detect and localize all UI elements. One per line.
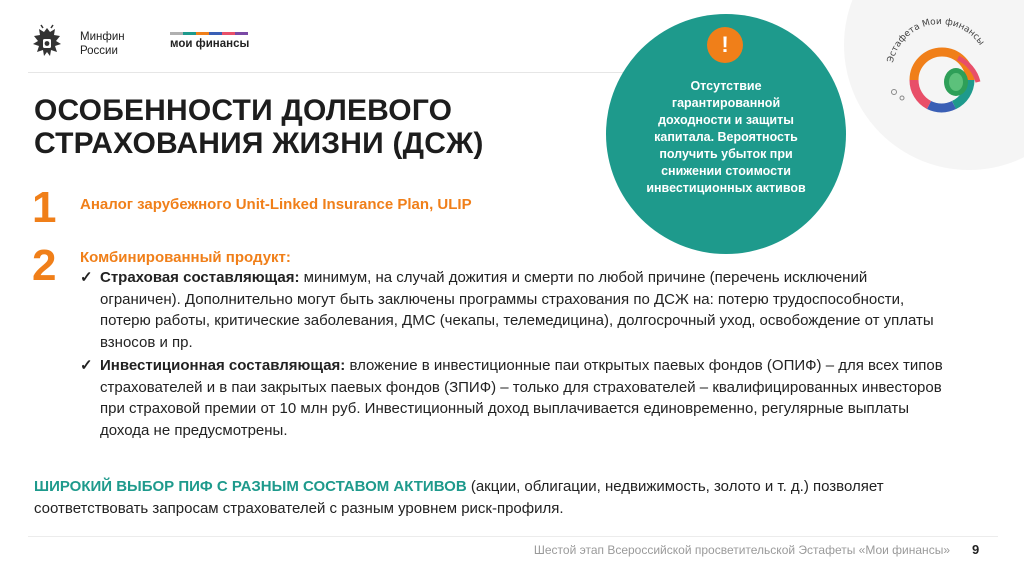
point-text-2: Комбинированный продукт: (80, 249, 291, 266)
exclamation-icon: ! (707, 27, 743, 63)
bottom-text: (акции, облигации, недвижимость, золото и т. д.) позволяет соответствовать запросам страхователей с разным уровнем риск-профиля. (34, 478, 884, 517)
point-number-2: 2 (32, 241, 57, 290)
footer-divider (28, 536, 998, 537)
ministry-name-line1: Минфин (80, 31, 125, 43)
bullet-body (100, 355, 950, 441)
relay-logo-icon (874, 10, 1004, 120)
header (0, 0, 1024, 72)
bottom-statement (34, 476, 974, 519)
brand-color-bar (170, 32, 248, 35)
page-title (34, 94, 484, 160)
relay-logo-text: Эстафета Мои финансы (885, 16, 986, 64)
bullet-insurance (80, 267, 950, 353)
warning-text: Отсутствие гарантированной доходности и защиты капитала. Вероятность получить убыток при снижении стоимости инвестиционных активов (646, 79, 806, 195)
bullet-investment (80, 355, 950, 441)
bullet-body (100, 267, 950, 353)
check-icon: ✓ (80, 269, 93, 286)
bullet-text: минимум, на случай дожития и смерти по любой причине (перечень исключений ограничен). Дополнительно могут быть заключены программы страхования по ДСЖ на: потерю трудоспособности, потерю работы, критические заболевания, ДМС (чекапы, телемедицина), долгосрочный уход, освобождение от уплаты взносов и пр. (100, 269, 934, 351)
ministry-name (80, 30, 125, 58)
bullet-text: вложение в инвестиционные паи открытых паевых фондов (ОПИФ) – для всех типов страхователей и в паи закрытых паевых фондов (ЗПИФ) – только для страхователей – квалифицированных инвесторов при страховой премии от 10 млн руб. Инвестиционный доход выплачивается единовременно, регулярные выплаты дохода не предусмотрены. (100, 357, 943, 439)
point-number-1: 1 (32, 183, 57, 232)
footer-text: Шестой этап Всероссийской просветительской Эстафеты «Мои финансы» (533, 543, 950, 557)
bullet-label: Страховая составляющая: (100, 269, 300, 286)
page-title-line1: ОСОБЕННОСТИ ДОЛЕВОГО (34, 94, 453, 127)
page-title-line2: СТРАХОВАНИЯ ЖИЗНИ (ДСЖ) (34, 127, 484, 160)
bullet-label: Инвестиционная составляющая: (100, 357, 346, 374)
check-icon: ✓ (80, 357, 93, 374)
bottom-highlight: ШИРОКИЙ ВЫБОР ПИФ С РАЗНЫМ СОСТАВОМ АКТИВОВ (34, 478, 467, 495)
brand-name: мои финансы (170, 38, 250, 50)
double-eagle-emblem-icon (26, 22, 68, 64)
moi-finansy-logo (170, 32, 249, 50)
ministry-name-line2: России (80, 45, 118, 57)
page-number: 9 (972, 542, 980, 557)
point-text-1: Аналог зарубежного Unit-Linked Insurance Plan, ULIP (80, 196, 472, 213)
